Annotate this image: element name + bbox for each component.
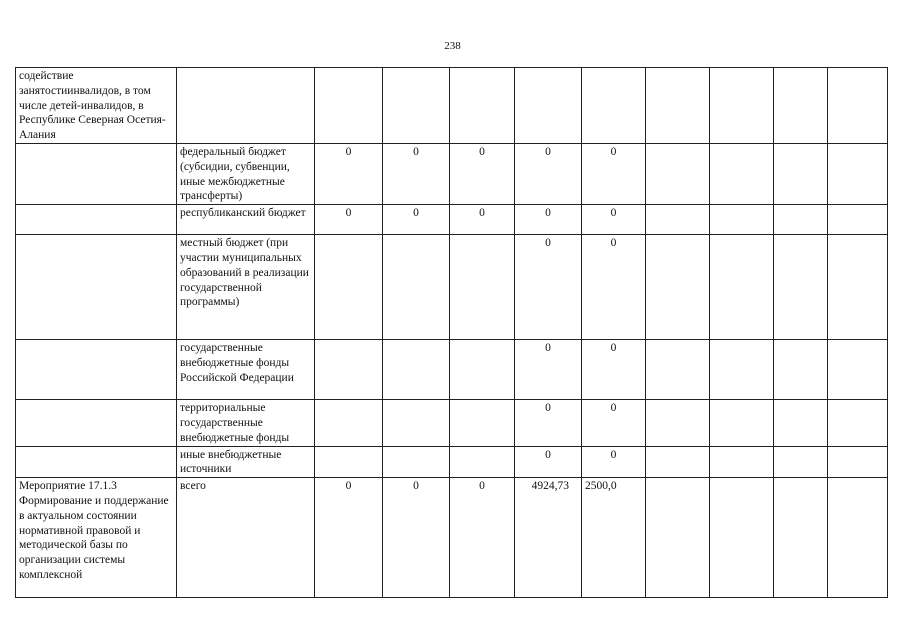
empty-cell xyxy=(710,400,774,446)
table-row xyxy=(16,400,888,446)
budget-table xyxy=(15,67,888,598)
event-name-cell xyxy=(16,235,177,340)
empty-cell xyxy=(710,446,774,478)
value-cell xyxy=(450,446,515,478)
value-cell: 0 xyxy=(582,446,646,478)
value-cell xyxy=(383,400,450,446)
value-cell xyxy=(450,400,515,446)
value-cell: 0 xyxy=(450,205,515,235)
value-cell xyxy=(582,68,646,144)
empty-cell xyxy=(710,205,774,235)
empty-cell xyxy=(828,205,888,235)
funding-source-cell: федеральный бюджет (субсидии, субвенции, иные межбюджетные трансферты) xyxy=(177,144,315,205)
value-cell xyxy=(315,400,383,446)
table-row xyxy=(16,235,888,340)
table-row xyxy=(16,205,888,235)
value-cell xyxy=(383,340,450,400)
page-number: 238 xyxy=(444,40,461,52)
value-cell xyxy=(383,235,450,340)
value-cell: 0 xyxy=(582,144,646,205)
empty-cell xyxy=(710,68,774,144)
value-cell xyxy=(450,235,515,340)
empty-cell xyxy=(774,340,828,400)
empty-cell xyxy=(710,144,774,205)
value-cell: 0 xyxy=(450,144,515,205)
empty-cell xyxy=(828,235,888,340)
value-cell: 4924,73 xyxy=(515,478,582,598)
empty-cell xyxy=(774,235,828,340)
value-cell: 0 xyxy=(582,205,646,235)
empty-cell xyxy=(774,400,828,446)
event-name-cell: содействие занятостиинвалидов, в том числе детей-инвалидов, в Республике Северная Осетия-Алания xyxy=(16,68,177,144)
value-cell: 0 xyxy=(515,400,582,446)
empty-cell xyxy=(646,235,710,340)
funding-source-cell: местный бюджет (при участии муниципальных образований в реализации государственной программы) xyxy=(177,235,315,340)
event-name-cell: Мероприятие 17.1.3 Формирование и поддержание в актуальном состоянии нормативной правовой и методической базы по организации системы комплексной xyxy=(16,478,177,598)
empty-cell xyxy=(828,340,888,400)
value-cell xyxy=(315,235,383,340)
value-cell xyxy=(515,68,582,144)
value-cell: 0 xyxy=(315,205,383,235)
event-name-cell xyxy=(16,400,177,446)
value-cell: 0 xyxy=(515,446,582,478)
empty-cell xyxy=(828,446,888,478)
value-cell: 0 xyxy=(582,235,646,340)
value-cell: 0 xyxy=(383,205,450,235)
value-cell xyxy=(315,340,383,400)
funding-source-cell: республиканский бюджет xyxy=(177,205,315,235)
funding-source-cell: иные внебюджетные источники xyxy=(177,446,315,478)
value-cell xyxy=(315,446,383,478)
funding-source-cell: государственные внебюджетные фонды Российской Федерации xyxy=(177,340,315,400)
empty-cell xyxy=(646,478,710,598)
empty-cell xyxy=(774,446,828,478)
empty-cell xyxy=(646,400,710,446)
table-row xyxy=(16,144,888,205)
value-cell xyxy=(315,68,383,144)
empty-cell xyxy=(828,68,888,144)
value-cell: 0 xyxy=(515,235,582,340)
empty-cell xyxy=(710,235,774,340)
event-name-cell xyxy=(16,446,177,478)
empty-cell xyxy=(828,478,888,598)
empty-cell xyxy=(774,478,828,598)
empty-cell xyxy=(710,340,774,400)
value-cell: 0 xyxy=(315,144,383,205)
value-cell xyxy=(450,340,515,400)
empty-cell xyxy=(646,205,710,235)
value-cell: 0 xyxy=(515,340,582,400)
empty-cell xyxy=(710,478,774,598)
empty-cell xyxy=(774,205,828,235)
value-cell: 0 xyxy=(383,478,450,598)
table-row xyxy=(16,68,888,144)
table-row xyxy=(16,340,888,400)
value-cell: 0 xyxy=(450,478,515,598)
value-cell: 0 xyxy=(582,340,646,400)
value-cell: 0 xyxy=(515,205,582,235)
empty-cell xyxy=(828,144,888,205)
table-row xyxy=(16,446,888,478)
funding-source-cell: территориальные государственные внебюджетные фонды xyxy=(177,400,315,446)
value-cell: 0 xyxy=(315,478,383,598)
empty-cell xyxy=(646,340,710,400)
funding-source-cell xyxy=(177,68,315,144)
value-cell: 0 xyxy=(383,144,450,205)
table-row xyxy=(16,478,888,598)
value-cell xyxy=(383,446,450,478)
empty-cell xyxy=(774,68,828,144)
value-cell: 2500,0 xyxy=(582,478,646,598)
value-cell xyxy=(383,68,450,144)
value-cell: 0 xyxy=(582,400,646,446)
empty-cell xyxy=(646,68,710,144)
funding-source-cell: всего xyxy=(177,478,315,598)
empty-cell xyxy=(646,446,710,478)
empty-cell xyxy=(774,144,828,205)
event-name-cell xyxy=(16,144,177,205)
event-name-cell xyxy=(16,340,177,400)
event-name-cell xyxy=(16,205,177,235)
value-cell: 0 xyxy=(515,144,582,205)
empty-cell xyxy=(646,144,710,205)
value-cell xyxy=(450,68,515,144)
empty-cell xyxy=(828,400,888,446)
